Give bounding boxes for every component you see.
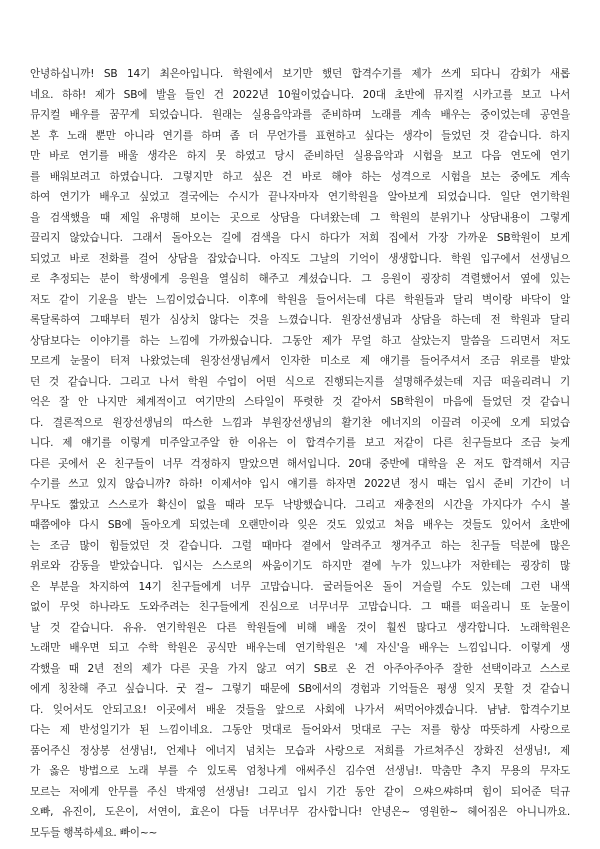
text-line: 끌리지 않았습니다. 그래서 돌아오는 길에 검색을 다시 하다가 저희 집에서 가장 가까운 SB학원이 보게 — [30, 232, 570, 244]
text-line: 만 바로 연기를 배울 생각은 하지 못 하였고 당시 준비하던 실용음악과 시험을 보고 다음 연도에 연기 — [30, 150, 570, 162]
text-line: 품어주신 정상봉 선생님!, 언제나 에너지 넘치는 모습과 사랑으로 저희를 가르쳐주신 장화진 선생님!, 제 — [30, 744, 570, 757]
text-line: 안녕하십니까! SB 14기 최은아입니다. 학원에서 보기만 했던 합격수기를 제가 쓰게 되다니 감회가 새롭 — [30, 68, 570, 80]
text-line: 때쯤에야 다시 SB에 돌아오게 되었는데 오랜만이라 잊은 것도 있었고 처음 배우는 것들도 있어서 초반에 — [30, 519, 570, 531]
text-line: 다. 잊어서도 안되고요! 이곳에서 배운 것들을 앞으로 사회에 나가서 써먹어야겠습니다. 냠냠. 합격수기보 — [30, 703, 570, 716]
text-line: 수기를 쓰고 있지 않습니까? 하하! 이제서야 입시 얘기를 하자면 2022년 정시 때는 입시 준비 기간이 너 — [30, 478, 570, 490]
text-line: 없이 무엇 하나라도 도와주려는 친구들에게 진심으로 너무너무 고맙습니다. 그 때를 떠올리니 또 눈물이 — [30, 601, 570, 613]
text-line: 은 부분을 차지하여 14기 친구들에게 너무 고맙습니다. 굴러들어온 돌이 거슬릴 수도 있는데 그런 내색 — [30, 580, 570, 593]
text-line: 저도 같이 기운을 받는 느낌이었습니다. 이후에 학원을 들어서는데 다른 학원들과 달리 벽이랑 바닥이 알 — [30, 293, 570, 306]
testimonial-body — [30, 64, 570, 843]
text-line: 다른 곳에서 온 친구들이 너무 걱정하지 말았으면 해서입니다. 20대 중반에 대학을 온 저도 합격해서 지금 — [30, 457, 570, 470]
text-line: 로 추정되는 분이 학생에게 응원을 열심히 해주고 계셨습니다. 그 응원이 굉장히 격렬했어서 옆에 있는 — [30, 273, 570, 285]
text-line: 모르게 눈물이 터져 나왔었는데 원장선생님께서 인자한 미소로 제 얘기를 들어주셔서 조금 위로를 받았 — [30, 355, 570, 367]
text-line: 록달록하여 그때부터 뭔가 심상치 않다는 것을 느꼈습니다. 원장선생님과 상담을 하는데 전 학원과 달리 — [30, 314, 570, 326]
text-line: 네요. 하하! 제가 SB에 발을 들인 건 2022년 10월이었습니다. 20대 초반에 뮤지컬 시카고를 보고 나서 — [30, 88, 570, 101]
text-line: 는 조금 많이 힘들었던 것 같습니다. 그럴 때마다 곁에서 알려주고 챙겨주고 하는 친구들 덕분에 많은 — [30, 539, 570, 552]
text-line: 하여 연기가 배우고 싶었고 결국에는 수시가 끝나자마자 연기학원을 알아보게 되었습니다. 일단 연기학원 — [30, 191, 570, 203]
text-line: 던 것 같습니다. 그리고 나서 학원 수업이 어떤 식으로 진행되는지를 설명해주셨는데 지금 떠올리려니 기 — [30, 375, 570, 388]
text-line: 위로와 감동을 받았습니다. 입시는 스스로의 싸움이기도 하지만 곁에 누가 있느냐가 저한테는 굉장히 많 — [30, 560, 570, 572]
text-line: 노래만 배우면 되고 수학 학원은 공식만 배우는데 연기학원은 '제 자신'을 배우는 느낌입니다. 이렇게 생 — [30, 642, 570, 654]
text-line: 본 후 노래 뿐만 아니라 연기를 하며 좀 더 무언가를 표현하고 싶다는 생각이 들었던 것 같습니다. 하지 — [30, 129, 570, 142]
text-line: 다는 제 반성일기가 된 느낌이네요. 그동안 멋대로 들어와서 멋대로 구는 저를 항상 따뜻하게 사랑으로 — [30, 724, 570, 736]
text-line: 무나도 짧았고 스스로가 확신이 없을 때라 모두 낙방했습니다. 그리고 재충전의 시간을 가지다가 수시 볼 — [30, 498, 570, 511]
text-line: 모두들 행복하세요. 빠이~~ — [30, 826, 158, 839]
text-line: 를 배워보려고 하였습니다. 그렇지만 하고 싶은 건 바로 해야 하는 성격으로 시험을 보는 중에도 계속 — [30, 170, 570, 183]
text-line: 니다. 제 얘기를 이렇게 미주알고주알 한 이유는 이 합격수기를 보고 저같이 다른 친구들보다 조금 늦게 — [30, 437, 570, 449]
text-line: 각했을 때 2년 전의 제가 다른 곳을 가지 않고 여기 SB로 온 건 아주아주아주 잘한 선택이라고 스스로 — [30, 662, 570, 675]
text-line: 뮤지컬 배우를 꿈꾸게 되었습니다. 원래는 실용음악과를 준비하며 노래를 계속 배우는 중이었는데 공연을 — [30, 109, 570, 121]
text-line: 상담보다는 이야기를 하는 느낌에 가까웠습니다. 그동안 제가 무얼 하고 살았는지 말씀을 드리면서 저도 — [30, 334, 570, 347]
text-line: 을 검색했을 때 제일 유명해 보이는 곳으로 상담을 다녀왔는데 그 학원의 분위기나 상담내용이 그렇게 — [30, 211, 570, 224]
text-line: 에게 칭찬해 주고 싶습니다. 굿 걸~ 그렇기 때문에 SB에서의 경험과 기억들은 평생 잊지 못할 것 같습니 — [30, 683, 570, 695]
text-line: 억은 잘 안 나지만 체계적이고 여기만의 스타일이 뚜렷한 것 같아서 SB학원이 마음에 들었던 것 같습니 — [30, 396, 570, 408]
text-line: 날 것 같습니다. 유유. 연기학원은 다른 학원들에 비해 배울 것이 훨씬 많다고 생각합니다. 노래학원은 — [30, 621, 570, 634]
text-line: 모르는 저에게 안무를 주신 박재영 선생님! 그리고 입시 기간 동안 같이 으쌰으쌰하며 힘이 되어준 덕규 — [30, 785, 570, 798]
text-line: 가 옳은 방법으로 노래 부를 수 있도록 엄청나게 애써주신 김수연 선생님!. 막춤만 추지 무용의 무자도 — [30, 765, 570, 777]
text-line: 오빠, 유진이, 도은이, 서연이, 효은이 다들 너무너무 감사합니다! 안녕은~ 영원한~ 헤어짐은 아니니까요. — [30, 806, 570, 818]
text-line: 되었고 바로 전화를 걸어 상담을 잡았습니다. 아직도 그날의 기억이 생생합니다. 학원 입구에서 선생님으 — [30, 252, 570, 265]
text-line: 다. 결론적으로 원장선생님의 따스한 느낌과 부원장선생님의 활기찬 에너지의 이끌려 이곳에 오게 되었습 — [30, 416, 570, 429]
